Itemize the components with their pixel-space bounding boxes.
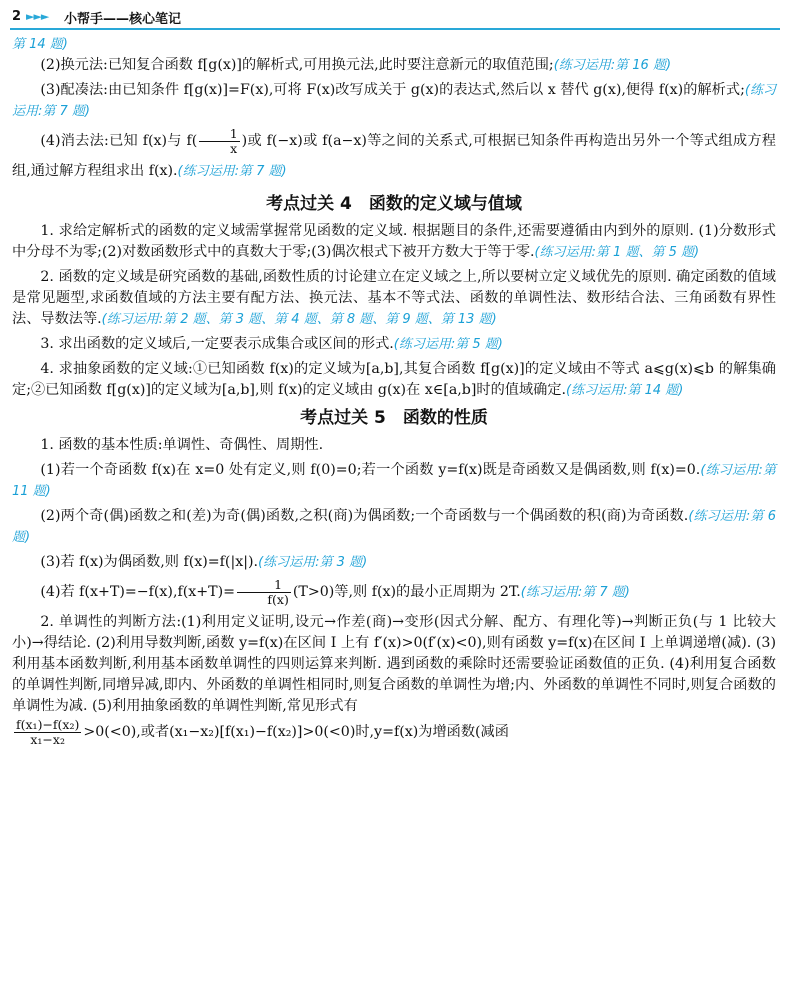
fraction	[199, 127, 239, 156]
exercise-reference: 第 14 题)	[12, 37, 68, 52]
paragraph-text: (T>0)等,则 f(x)的最小正周期为 2T.	[292, 584, 521, 600]
section-title: 考点过关 4 函数的定义域与值域	[266, 194, 522, 214]
fraction	[237, 578, 291, 607]
exercise-reference: (练习运用:第 7 题)	[12, 83, 776, 119]
paragraph-text: (2)换元法:已知复合函数 f[g(x)]的解析式,可用换元法,此时要注意新元的取值范围;	[40, 57, 554, 73]
paragraph	[12, 506, 776, 548]
running-title: 小帮手——核心笔记	[64, 12, 182, 27]
paragraph-text: >0(<0),或者(x₁−x₂)[f(x₁)−f(x₂)]>0(<0)时,y=f(x)为增函数(减函	[83, 724, 509, 740]
paragraph-text: 3. 求出函数的定义域后,一定要表示成集合或区间的形式.	[40, 336, 394, 352]
exercise-reference: (练习运用:第 14 题)	[566, 383, 684, 398]
paragraph	[12, 126, 776, 187]
fraction-denominator: f(x)	[267, 591, 289, 607]
paragraph-text: (4)若 f(x+T)=−f(x),f(x+T)=	[40, 584, 236, 600]
fraction-denominator: x	[230, 140, 238, 156]
paragraph-text: 2. 单调性的判断方法:(1)利用定义证明,设元→作差(商)→变形(因式分解、配方、有理化等)→判断正负(与 1 比较大小)→得结论. (2)利用导数判断,函数 y=f(x)在区间 I 上有 f′(x)>0(f′(x)<0),则有函数 y=f(x)在区间 I 上单调递增(减). (3)利用基本函数判断,利用基本函数单调性的四则运算来判断. 遇到函数的乘除时还需要验证函数值的正负. (4)利用复合函数的单调性判断,同增异减,即内、外函数的单调性相同时,则复合函数的单调性为增;内、外函数的单调性不同时,则复合函数的单调性为减. (5)利用抽象函数的单调性判断,常见形式有	[12, 614, 776, 714]
paragraph	[12, 334, 776, 355]
exercise-reference: (练习运用:第 5 题)	[393, 337, 503, 352]
exercise-reference: (练习运用:第 11 题)	[12, 463, 776, 499]
fraction-denominator: x₁−x₂	[30, 731, 65, 747]
exercise-reference: (练习运用:第 16 题)	[553, 58, 672, 73]
paragraph-text: (3)配凑法:由已知条件 f[g(x)]=F(x),可将 F(x)改写成关于 g(x)的表达式,然后以 x 替代 g(x),便得 f(x)的解析式;	[40, 82, 745, 98]
fraction	[14, 718, 81, 747]
paragraph-text: (3)若 f(x)为偶函数,则 f(x)=f(|x|).	[40, 554, 259, 570]
exercise-reference: (练习运用:第 1 题、第 5 题)	[534, 245, 700, 260]
paragraph-text: 1. 函数的基本性质:单调性、奇偶性、周期性.	[40, 437, 324, 453]
fraction-paren: (	[191, 133, 198, 149]
page-body	[12, 34, 776, 747]
exercise-reference: (练习运用:第 7 题)	[177, 164, 287, 179]
page-header	[10, 7, 780, 29]
paragraph	[12, 80, 776, 122]
header-divider	[10, 28, 780, 30]
paragraph	[12, 267, 776, 330]
paragraph-text: 2. 函数的定义域是研究函数的基础,函数性质的讨论建立在定义域之上,所以要树立定义域优先的原则. 确定函数的值域是常见题型,求函数值域的方法主要有配方法、换元法、基本不等式法、函数的单调性法、数形结合法、三角函数有界性法、导数法等.	[12, 269, 776, 327]
exercise-reference: (练习运用:第 6 题)	[12, 509, 777, 545]
paragraph	[12, 552, 776, 573]
arrow-decoration-icon: ►►►	[26, 10, 49, 23]
paragraph	[12, 55, 776, 76]
paragraph	[12, 359, 776, 401]
paragraph	[12, 435, 776, 456]
paragraph	[12, 577, 776, 608]
fraction-numerator: f(x₁)−f(x₂)	[16, 716, 80, 732]
paragraph	[12, 717, 776, 747]
paragraph-text: (2)两个奇(偶)函数之和(差)为奇(偶)函数,之积(商)为偶函数;一个奇函数与一个偶函数的积(商)为奇函数.	[40, 508, 689, 524]
paragraph	[12, 612, 776, 717]
paragraph	[12, 34, 776, 55]
paragraph-text: 或 f(−x)或 f(a−x)等之间的关系式,可根据已知条件再构造出另外一个等式组成方程组,通过解方程组求出 f(x).	[12, 133, 776, 179]
paragraph-text: 4. 求抽象函数的定义域:①已知函数 f(x)的定义域为[a,b],其复合函数 f[g(x)]的定义域由不等式 a⩽g(x)⩽b 的解集确定;②已知函数 f[g(x)]的定义域为[a,b],则 f(x)的定义域由 g(x)在 x∈[a,b]时的值域确定.	[12, 361, 776, 398]
exercise-reference: (练习运用:第 7 题)	[520, 585, 630, 600]
paragraph	[12, 221, 776, 263]
paragraph-text: (1)若一个奇函数 f(x)在 x=0 处有定义,则 f(0)=0;若一个函数 y=f(x)既是奇函数又是偶函数,则 f(x)=0.	[40, 462, 701, 478]
page-number: 2	[12, 9, 22, 24]
paragraph-text: 1. 求给定解析式的函数的定义域需掌握常见函数的定义域. 根据题目的条件,还需要遵循由内到外的原则. (1)分数形式中分母不为零;(2)对数函数形式中的真数大于零;(3)偶次根式下被开方数大于等于零.	[12, 223, 776, 260]
fraction-numerator: 1	[237, 578, 291, 593]
section-title: 考点过关 5 函数的性质	[300, 408, 488, 428]
fraction-numerator: 1	[199, 127, 239, 142]
fraction-paren: )	[241, 133, 248, 149]
exercise-reference: (练习运用:第 3 题)	[258, 555, 368, 570]
exercise-reference: (练习运用:第 2 题、第 3 题、第 4 题、第 8 题、第 9 题、第 13 题)	[101, 312, 497, 327]
paragraph	[12, 460, 776, 502]
paragraph-text: (4)消去法:已知 f(x)与 f	[40, 133, 192, 149]
